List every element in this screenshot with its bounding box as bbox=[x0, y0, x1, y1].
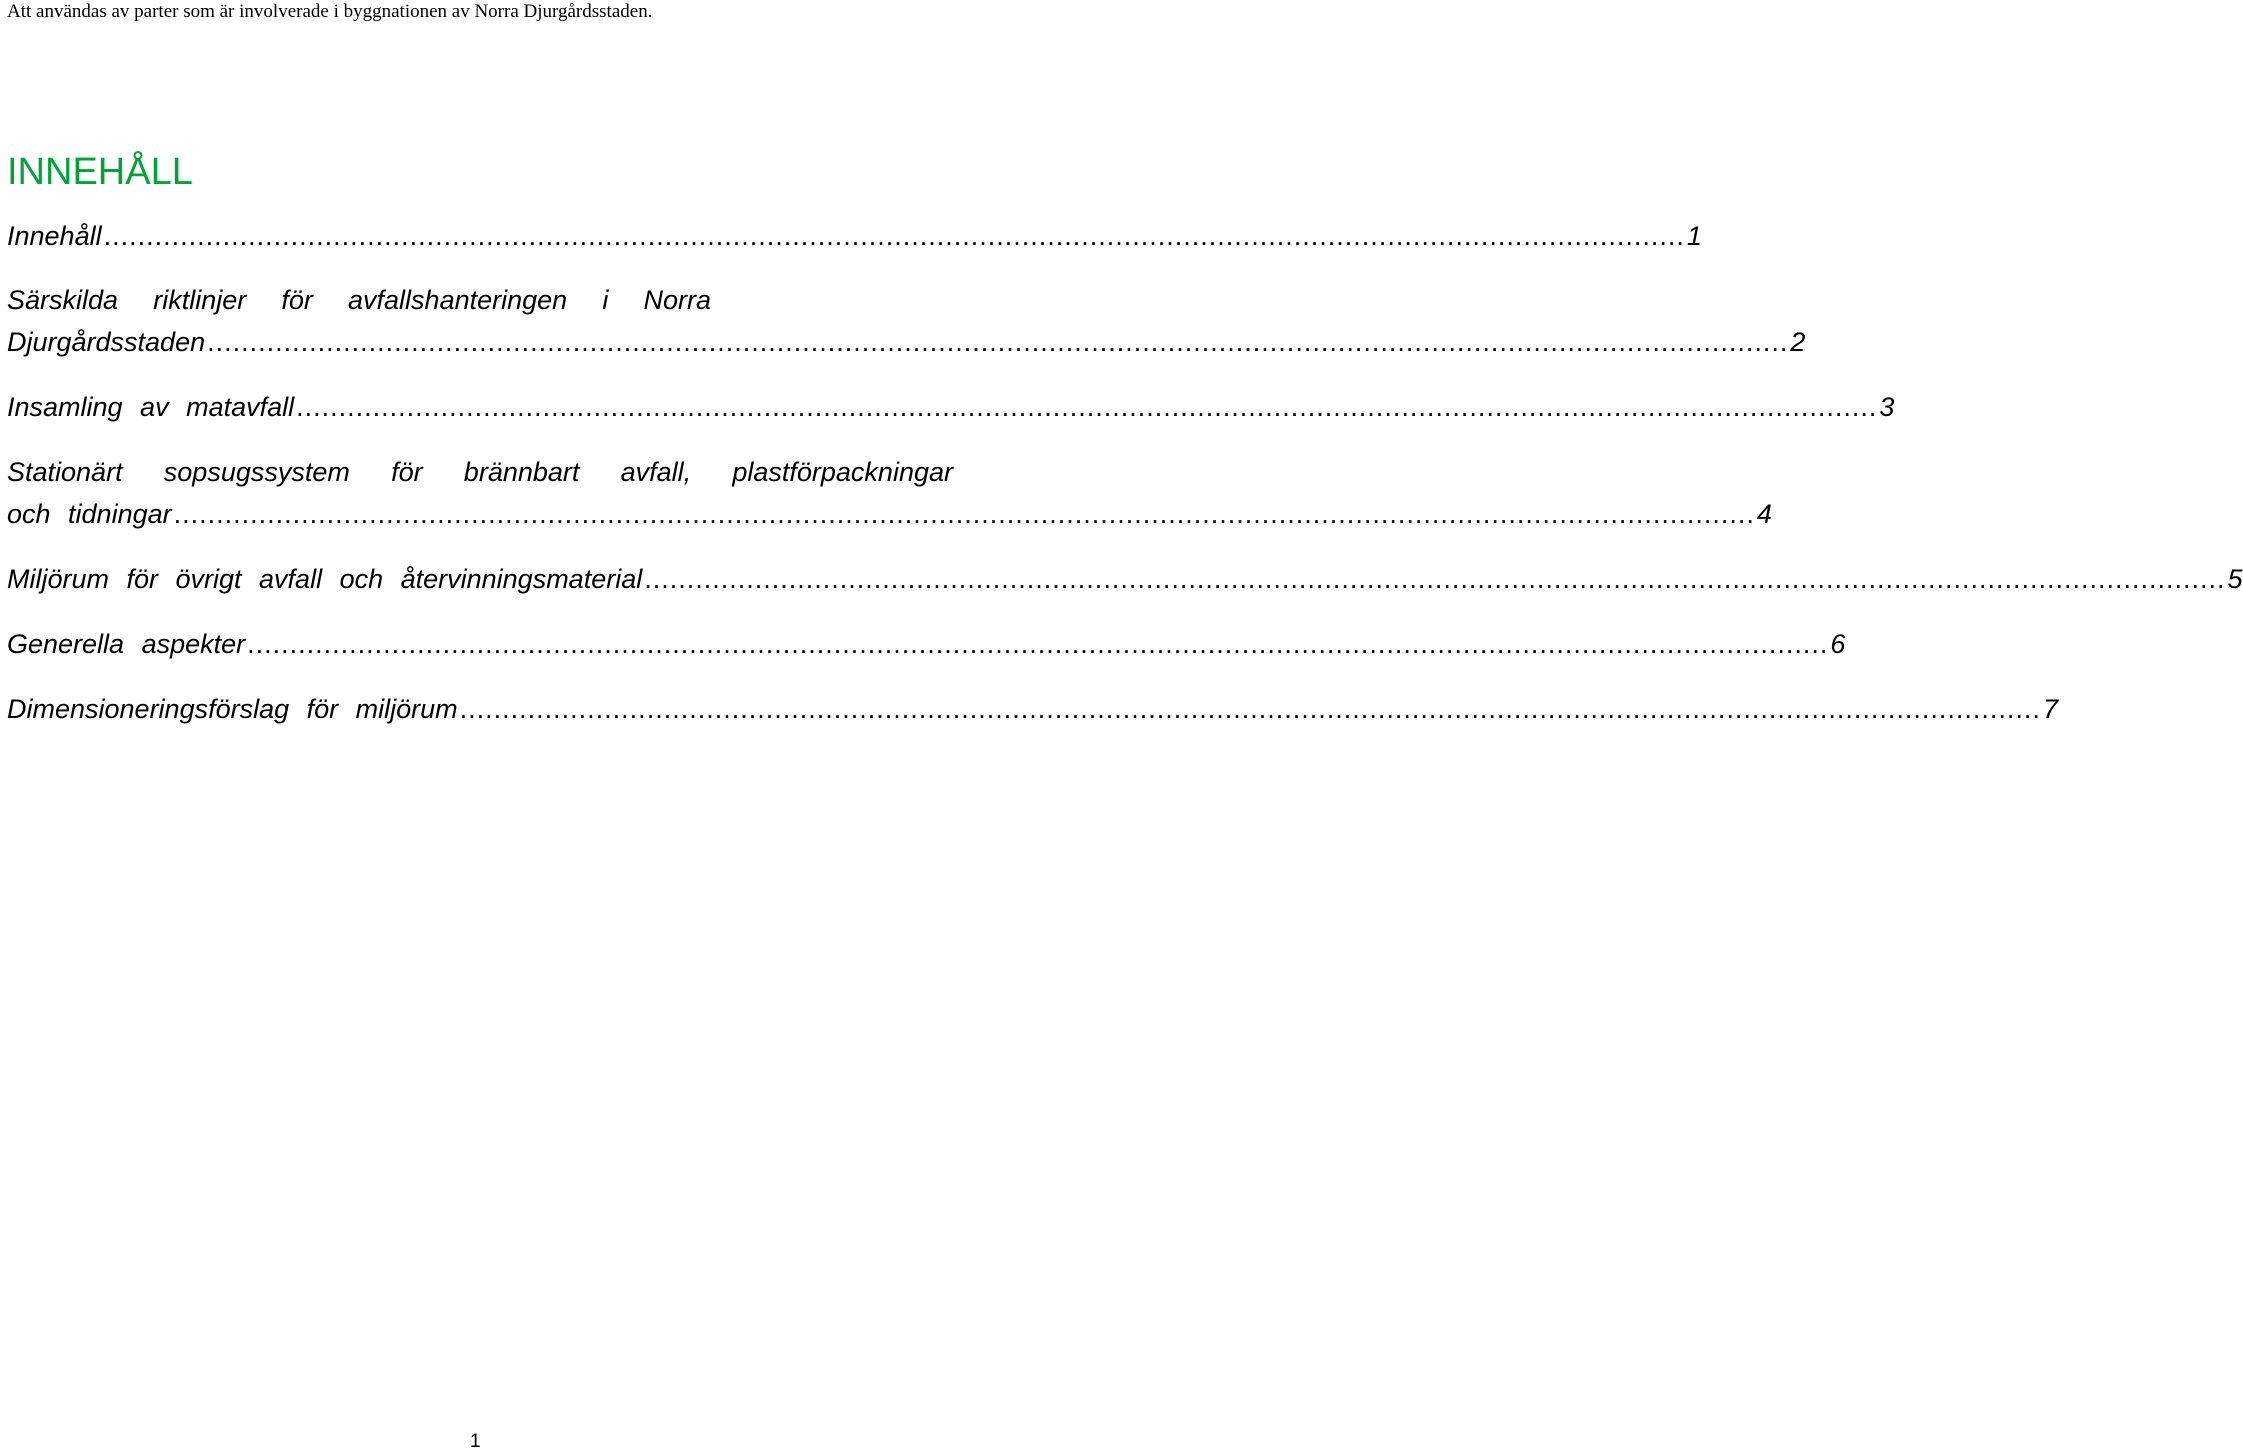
toc-entry-title: Särskilda riktlinjer för avfallshanteringen i Norra bbox=[7, 285, 711, 315]
footer-page-number: 1 bbox=[470, 1431, 481, 1452]
toc-leader-dots: .......................................................................................................................................................................................... bbox=[644, 564, 2226, 594]
toc-leader-dots: .......................................................................................................................................................................................... bbox=[103, 221, 1685, 251]
toc-entry-miljorum-ovrigt-avfall[interactable] bbox=[7, 562, 2243, 596]
toc-entry-generella-aspekter[interactable] bbox=[7, 627, 1846, 661]
toc-page-number: 2 bbox=[1790, 327, 1806, 357]
toc-leader-dots: .......................................................................................................................................................................................... bbox=[247, 629, 1829, 659]
toc-entry-title: Miljörum för övrigt avfall och återvinningsmaterial bbox=[7, 564, 643, 594]
toc-entry-stationart-sopsugssystem-cont[interactable] bbox=[7, 497, 1772, 531]
toc-entry-title: Stationärt sopsugssystem för brännbart avfall, plastförpackningar bbox=[7, 457, 953, 487]
toc-entry-title-continued: Djurgårdsstaden bbox=[7, 327, 206, 357]
toc-heading: INNEHÅLL bbox=[7, 151, 193, 193]
toc-page-number: 3 bbox=[1879, 392, 1895, 422]
toc-entry-title: Insamling av matavfall bbox=[7, 392, 295, 422]
toc-entry-title: Innehåll bbox=[7, 221, 102, 251]
toc-entry-title-continued: och tidningar bbox=[7, 499, 172, 529]
toc-page-number: 1 bbox=[1686, 221, 1702, 251]
toc-entry-dimensioneringsforslag[interactable] bbox=[7, 692, 2058, 726]
toc-leader-dots: .......................................................................................................................................................................................... bbox=[459, 694, 2041, 724]
toc-page-number: 4 bbox=[1756, 499, 1772, 529]
toc-page-number: 6 bbox=[1830, 629, 1846, 659]
toc-leader-dots: .......................................................................................................................................................................................... bbox=[173, 499, 1755, 529]
toc-entry-stationart-sopsugssystem[interactable] bbox=[7, 455, 953, 489]
toc-leader-dots: .......................................................................................................................................................................................... bbox=[296, 392, 1878, 422]
toc-entry-title: Generella aspekter bbox=[7, 629, 246, 659]
toc-entry-insamling-matavfall[interactable] bbox=[7, 390, 1895, 424]
toc-entry-sarskilda-riktlinjer[interactable] bbox=[7, 283, 953, 317]
toc-page-number: 7 bbox=[2042, 694, 2058, 724]
toc-entry-sarskilda-riktlinjer-cont[interactable] bbox=[7, 325, 1806, 359]
toc-page-number: 5 bbox=[2227, 564, 2243, 594]
toc-entry-innehall[interactable] bbox=[7, 219, 1702, 253]
running-header: Att användas av parter som är involverade i byggnationen av Norra Djurgårdsstaden. bbox=[7, 1, 653, 22]
toc-leader-dots: .......................................................................................................................................................................................... bbox=[207, 327, 1789, 357]
toc-entry-title: Dimensioneringsförslag för miljörum bbox=[7, 694, 458, 724]
